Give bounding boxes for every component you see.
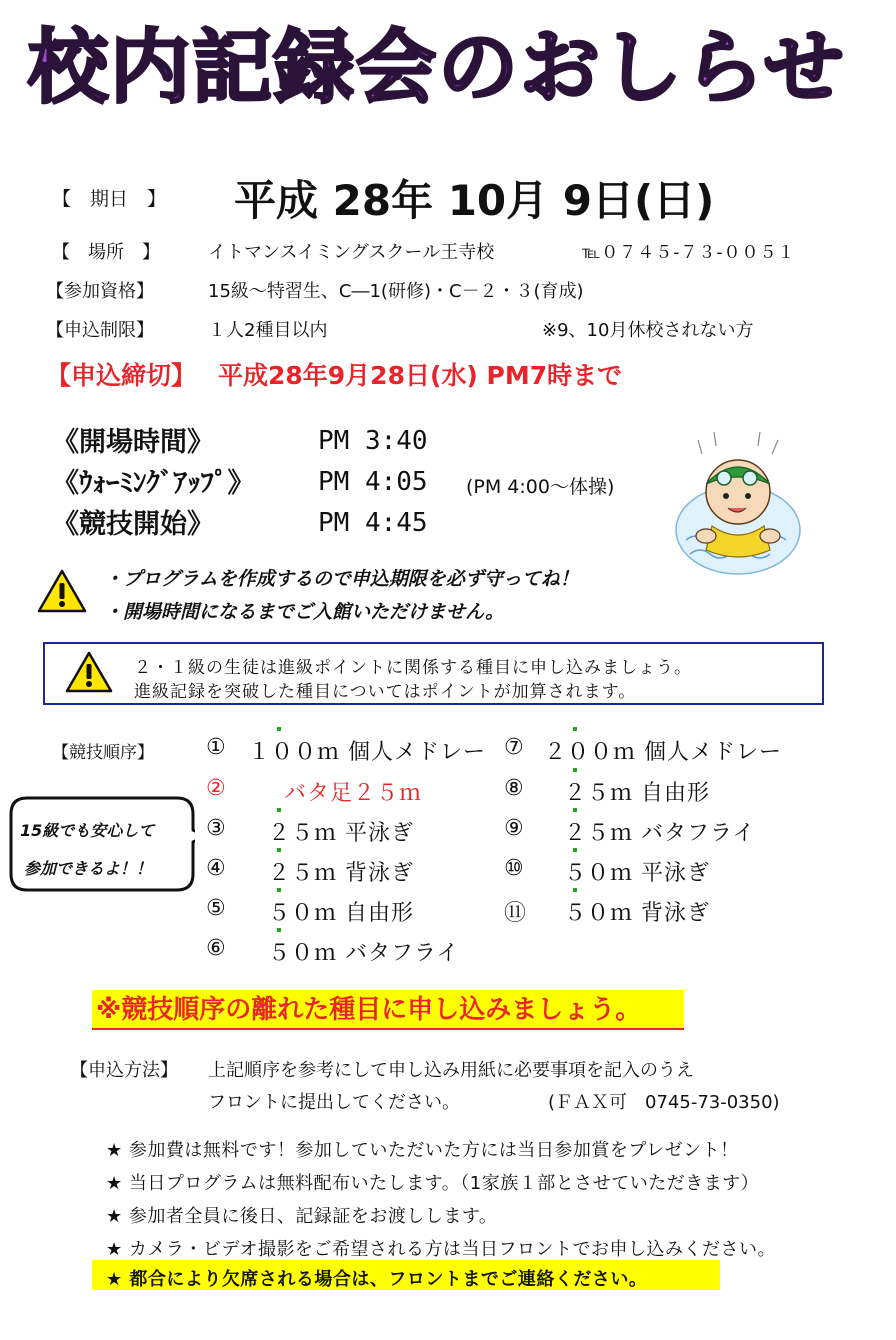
event-item: １００ｍ 個人メドレー (248, 740, 486, 765)
warning-icon (36, 568, 88, 614)
event-num: ⑦ (504, 735, 524, 760)
notice-warning-icon (64, 650, 114, 694)
notice-line-2: 進級記録を突破した種目についてはポイントが加算されます。 (134, 682, 637, 702)
date-value: 平成 28年 10月 9日(日) (234, 176, 715, 225)
times-value-start: PM 4:45 (318, 508, 428, 538)
deadline-value: 平成28年9月28日(水) PM7時まで (218, 361, 623, 390)
events-label: 【競技順序】 (52, 743, 154, 763)
place-value: イトマンスイミングスクール王寺校 (208, 242, 495, 263)
tick-mark (277, 727, 281, 731)
times-label-open: 《開場時間》 (52, 427, 214, 458)
times-label-warmup: 《ｳｫｰﾐﾝｸﾞｱｯﾌﾟ》 (52, 468, 255, 499)
place-tel: ℡０７４５-７３-００５１ (582, 243, 796, 263)
place-label: 【 場所 】 (52, 242, 160, 263)
event-num: ⑤ (206, 896, 226, 921)
event-item: ５０ｍ 自由形 (268, 901, 414, 926)
tick-mark (277, 808, 281, 812)
event-item: ２５ｍ 自由形 (564, 781, 710, 806)
event-num: ⑪ (504, 901, 527, 926)
times-value-warmup: PM 4:05 (318, 467, 428, 497)
eligibility-value: 15級～特習生、C―1(研修)・C－２・３(育成) (208, 281, 584, 302)
event-num: ⑥ (206, 936, 226, 961)
bullet-item: ★ 参加者全員に後日、記録証をお渡しします。 (106, 1206, 498, 1227)
bullet-item-highlighted: ★ 都合により欠席される場合は、フロントまでご連絡ください。 (106, 1269, 648, 1290)
event-num: ① (206, 735, 226, 760)
bullet-item: ★ カメラ・ビデオ撮影をご希望される方は当日フロントでお申し込みください。 (106, 1239, 776, 1260)
times-note-warmup: (PM 4:00～体操) (466, 476, 615, 498)
tick-mark (573, 768, 577, 772)
notice-line-1: ２・１級の生徒は進級ポイントに関係する種目に申し込みましょう。 (134, 658, 692, 678)
event-item: ２００ｍ 個人メドレー (544, 740, 782, 765)
limit-label: 【申込制限】 (46, 320, 154, 341)
limit-note: ※9、10月休校されない方 (542, 320, 754, 341)
event-item: ５０ｍ 平泳ぎ (564, 861, 710, 886)
page-title: 校内記録会のおしらせ (28, 18, 846, 118)
times-label-start: 《競技開始》 (52, 509, 214, 540)
event-item: ５０ｍ 背泳ぎ (564, 901, 710, 926)
important-note: ※競技順序の離れた種目に申し込みましょう。 (92, 990, 684, 1030)
deadline-label: 【申込締切】 (46, 361, 197, 390)
apply-line-2: フロントに提出してください。 (208, 1092, 460, 1113)
limit-value: １人2種目以内 (208, 320, 328, 341)
tick-mark (573, 808, 577, 812)
tick-mark (573, 848, 577, 852)
tick-mark (277, 848, 281, 852)
event-num: ③ (206, 816, 226, 841)
event-item: バタ足２５ｍ (284, 781, 423, 806)
bubble-line-1: 15級でも安心して (20, 821, 155, 840)
eligibility-label: 【参加資格】 (46, 281, 154, 302)
date-label: 【 期日 】 (52, 188, 167, 210)
apply-label: 【申込方法】 (70, 1060, 178, 1081)
event-num: ② (206, 776, 226, 801)
bubble-line-2: 参加できるよ！！ (24, 859, 153, 878)
event-item: ５０ｍ バタフライ (268, 941, 460, 966)
event-item: ２５ｍ バタフライ (564, 821, 756, 846)
swimmer-illustration (672, 430, 804, 580)
event-item: ２５ｍ 平泳ぎ (268, 821, 414, 846)
apply-fax: (ＦＡＸ可 0745-73-0350) (548, 1092, 780, 1113)
apply-line-1: 上記順序を参考にして申し込み用紙に必要事項を記入のうえ (208, 1060, 694, 1081)
warning-line-2: ・開場時間になるまでご入館いただけません。 (104, 601, 505, 623)
event-num: ⑨ (504, 816, 524, 841)
warning-line-1: ・プログラムを作成するので申込期限を必ず守ってね！ (104, 568, 579, 590)
event-num: ④ (206, 856, 226, 881)
bullet-item: ★ 参加費は無料です！参加していただいた方には当日参加賞をプレゼント！ (106, 1140, 739, 1161)
tick-mark (573, 727, 577, 731)
event-item: ２５ｍ 背泳ぎ (268, 861, 414, 886)
bullet-item: ★ 当日プログラムは無料配布いたします。（1家族１部とさせていただきます） (106, 1173, 760, 1194)
times-value-open: PM 3:40 (318, 426, 428, 456)
tick-mark (277, 928, 281, 932)
event-num: ⑧ (504, 776, 524, 801)
tick-mark (277, 888, 281, 892)
tick-mark (573, 888, 577, 892)
event-num: ⑩ (504, 856, 524, 881)
